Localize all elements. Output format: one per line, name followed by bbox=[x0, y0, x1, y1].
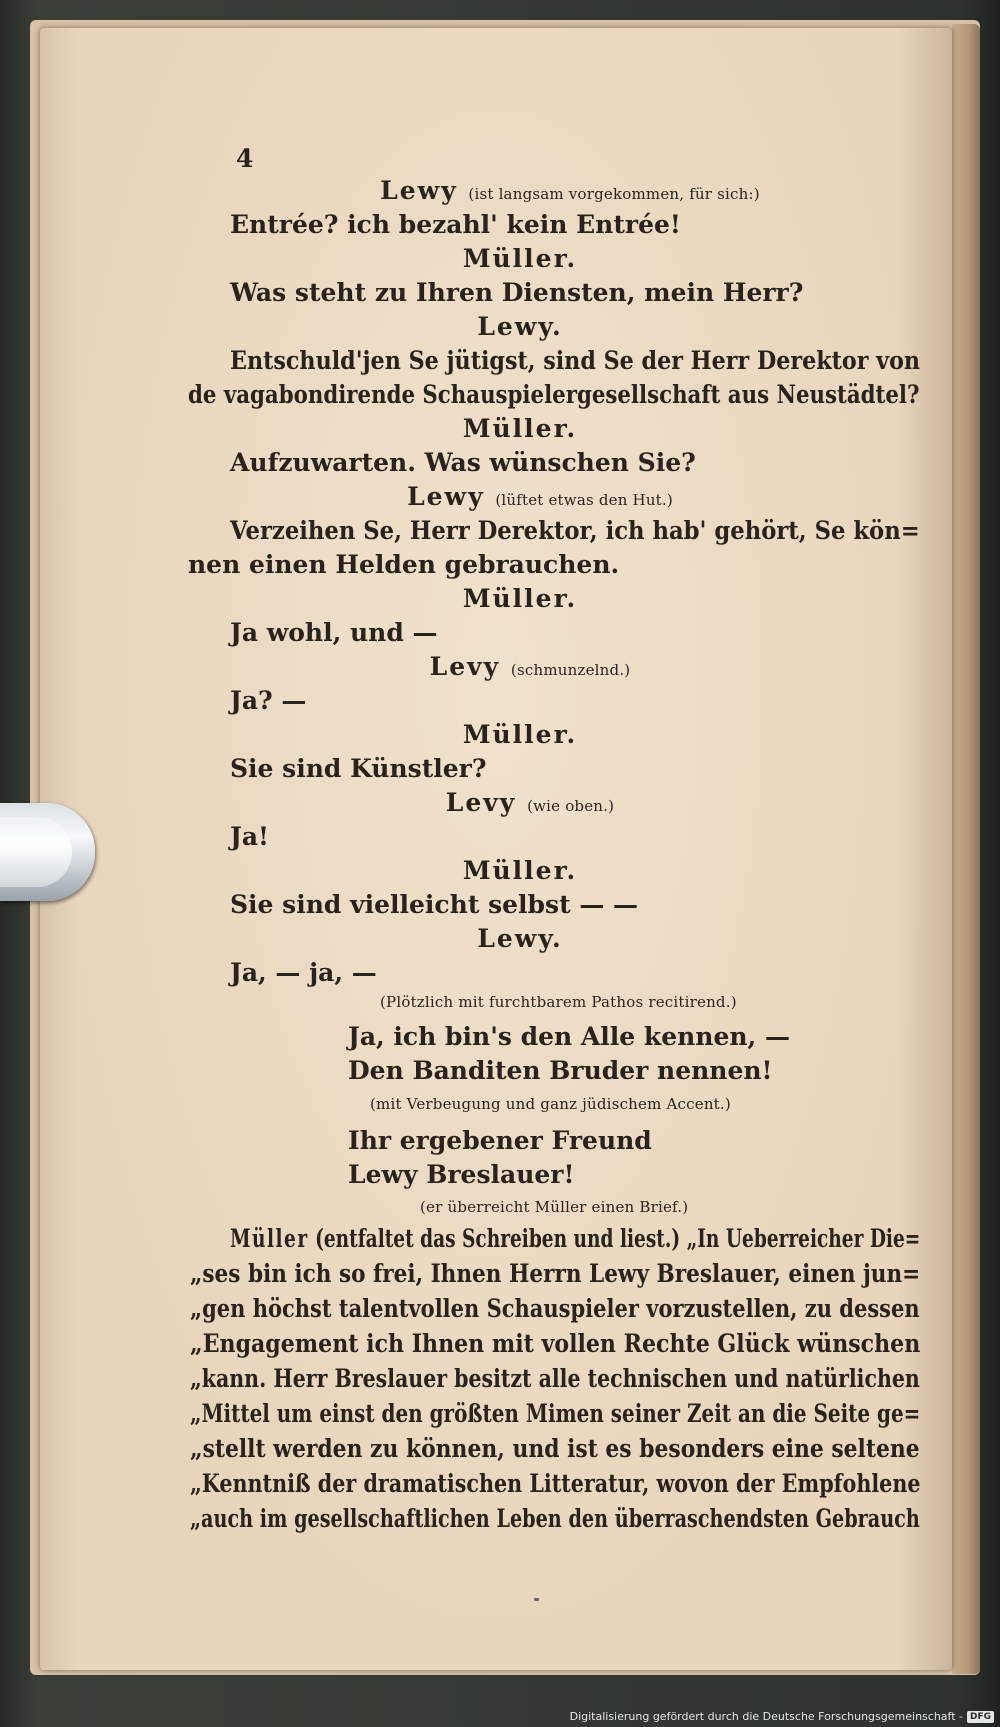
dfg-logo: DFG bbox=[967, 1711, 994, 1723]
letter-text: „In Ueberreicher Die= bbox=[686, 1224, 921, 1253]
letter-line: „Mittel um einst den größten Mimen seiner Zeit an die Seite ge= bbox=[190, 1399, 921, 1428]
dialogue-line: Ja, — ja, — bbox=[230, 958, 377, 987]
dialogue-line: Was steht zu Ihren Diensten, mein Herr? bbox=[230, 278, 804, 307]
ink-speck bbox=[534, 1598, 539, 1601]
page-number: 4 bbox=[236, 144, 254, 173]
verse-line: Lewy Breslauer! bbox=[348, 1160, 575, 1189]
stage-direction: (mit Verbeugung und ganz jüdischem Accent.) bbox=[370, 1095, 731, 1113]
letter-line: „auch im gesellschaftlichen Leben den überraschendsten Gebrauch bbox=[190, 1504, 920, 1533]
speaker-line: Lewy. bbox=[477, 924, 563, 953]
speaker-name: Levy bbox=[445, 788, 517, 817]
speaker-line: Müller. bbox=[462, 856, 578, 885]
paper-clip-icon bbox=[0, 803, 95, 901]
dialogue-line: Ja! bbox=[230, 822, 270, 851]
speaker-line bbox=[380, 654, 680, 679]
dialogue-line: Sie sind Künstler? bbox=[230, 754, 487, 783]
speaker-name: Levy bbox=[429, 652, 501, 681]
speaker-name: Lewy bbox=[380, 176, 458, 205]
verse-line: Ihr ergebener Freund bbox=[348, 1126, 652, 1155]
speaker-line: Müller. bbox=[462, 244, 578, 273]
dialogue-line: Verzeihen Se, Herr Derektor, ich hab' gehört, Se kön= bbox=[230, 516, 920, 545]
dialogue-line: nen einen Helden gebrauchen. bbox=[188, 550, 620, 579]
speaker-line bbox=[380, 790, 680, 815]
speaker-line bbox=[340, 178, 800, 203]
letter-line: „Kenntniß der dramatischen Litteratur, wovon der Empfohlene bbox=[190, 1469, 921, 1498]
book-page-edges bbox=[952, 24, 980, 1674]
dialogue-line: Ja? — bbox=[230, 686, 307, 715]
speaker-name: Lewy bbox=[407, 482, 485, 511]
digitization-credit bbox=[570, 1710, 994, 1723]
letter-line: „stellt werden zu können, und ist es besonders eine seltene bbox=[190, 1434, 920, 1463]
dialogue-line: Ja wohl, und — bbox=[230, 618, 438, 647]
speaker-name: Müller bbox=[230, 1224, 309, 1253]
credit-text: Digitalisierung gefördert durch die Deutsche Forschungsgemeinschaft - bbox=[569, 1710, 963, 1723]
verse-line: Den Banditen Bruder nennen! bbox=[348, 1056, 773, 1085]
letter-line: „gen höchst talentvollen Schauspieler vorzustellen, zu dessen bbox=[190, 1294, 920, 1323]
dialogue-line: Sie sind vielleicht selbst — — bbox=[230, 890, 639, 919]
stage-direction: (schmunzelnd.) bbox=[510, 661, 631, 679]
letter-line: „kann. Herr Breslauer besitzt alle technischen und natürlichen bbox=[190, 1364, 920, 1393]
dialogue-line: de vagabondirende Schauspielergesellschaft aus Neustädtel? bbox=[188, 380, 920, 409]
verse-line: Ja, ich bin's den Alle kennen, — bbox=[348, 1022, 790, 1051]
letter-line: „ses bin ich so frei, Ihnen Herrn Lewy Breslauer, einen jun= bbox=[190, 1259, 921, 1288]
dialogue-line: Entschuld'jen Se jütigst, sind Se der Herr Derektor von bbox=[230, 346, 921, 375]
stage-direction: (lüftet etwas den Hut.) bbox=[495, 491, 673, 509]
letter-intro-line bbox=[230, 1226, 920, 1251]
letter-line: „Engagement ich Ihnen mit vollen Rechte Glück wünschen bbox=[190, 1329, 921, 1358]
speaker-line bbox=[360, 484, 720, 509]
book-page bbox=[40, 28, 952, 1670]
speaker-line: Lewy. bbox=[477, 312, 563, 341]
speaker-line: Müller. bbox=[462, 584, 578, 613]
stage-direction: (Plötzlich mit furchtbarem Pathos recitirend.) bbox=[380, 993, 737, 1011]
stage-direction: (ist langsam vorgekommen, für sich:) bbox=[468, 185, 760, 203]
speaker-line: Müller. bbox=[462, 720, 578, 749]
stage-direction: (entfaltet das Schreiben und liest.) bbox=[315, 1224, 681, 1253]
stage-direction: (wie oben.) bbox=[527, 797, 615, 815]
paper-clip-inner bbox=[0, 817, 72, 887]
stage-direction: (er überreicht Müller einen Brief.) bbox=[420, 1198, 689, 1216]
dialogue-line: Entrée? ich bezahl' kein Entrée! bbox=[230, 210, 681, 239]
speaker-line: Müller. bbox=[462, 414, 578, 443]
dialogue-line: Aufzuwarten. Was wünschen Sie? bbox=[230, 448, 696, 477]
